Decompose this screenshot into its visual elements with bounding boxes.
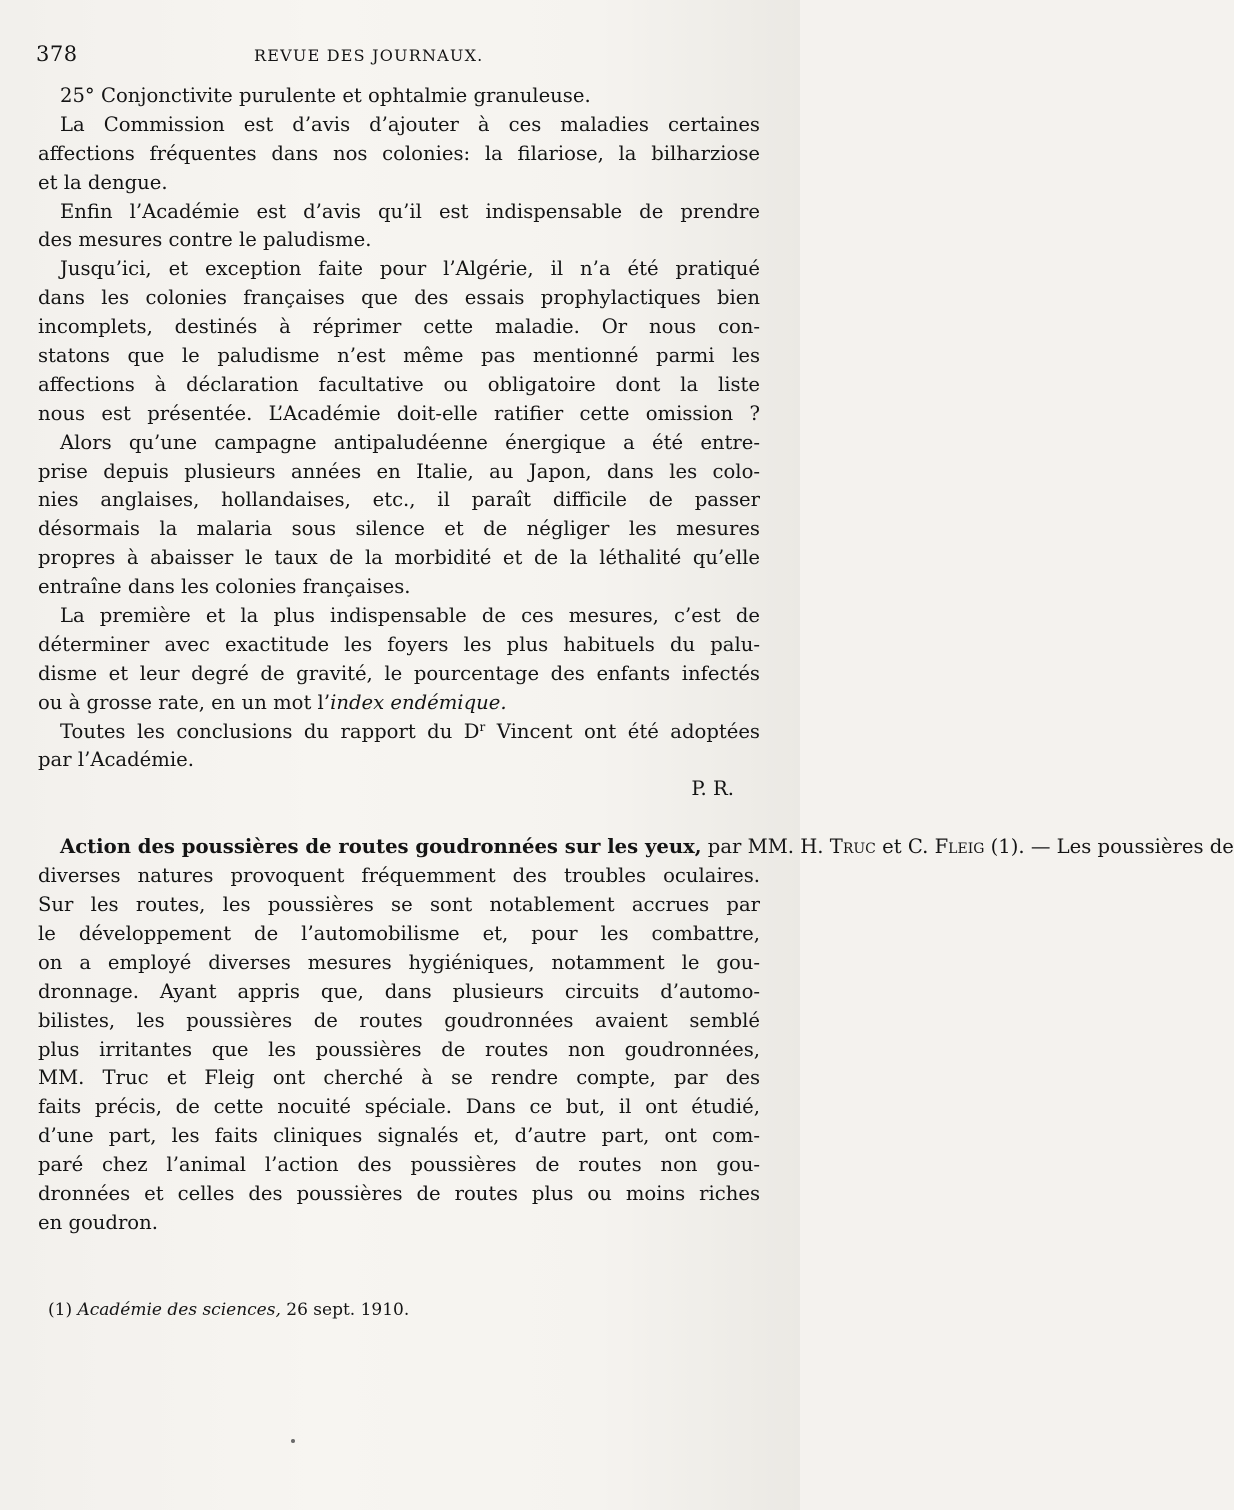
text-line: entraîne dans les colonies françaises.	[38, 575, 411, 599]
print-speck	[291, 1439, 295, 1443]
text-line: le développement de l’automobilisme et, pour les combattre,	[38, 921, 760, 945]
text-line: disme et leur degré de gravité, le pourcentage des enfants infectés	[38, 661, 760, 685]
text-line: en goudron.	[38, 1210, 158, 1234]
text-line: nies anglaises, hollandaises, etc., il paraît difficile de passer	[38, 488, 760, 512]
text-line: affections fréquentes dans nos colonies: la filariose, la bilharziose	[38, 141, 760, 165]
author-name: H. Truc	[800, 835, 876, 859]
text-line: dronnées et celles des poussières de routes plus ou moins riches	[38, 1181, 760, 1205]
text-line: d’une part, les faits cliniques signalés et, d’autre part, ont com-	[38, 1124, 760, 1148]
page-number: 378	[36, 42, 78, 66]
text-line: Enfin l’Académie est d’avis qu’il est indispensable de prendre	[60, 199, 760, 223]
text-segment: par MM.	[701, 835, 801, 859]
text-segment: ou à grosse rate, en un mot l’	[38, 690, 331, 714]
text-line: on a employé diverses mesures hygiéniques, notamment le gou-	[38, 950, 760, 974]
text-line: déterminer avec exactitude les foyers les plus habituels du palu-	[38, 632, 760, 656]
footnote-source: Académie des sciences,	[77, 1300, 281, 1320]
text-line: dronnage. Ayant appris que, dans plusieurs circuits d’automo-	[38, 979, 760, 1003]
text-segment: Vincent ont été adoptées	[485, 719, 760, 743]
text-line: propres à abaisser le taux de la morbidité et de la léthalité qu’elle	[38, 546, 760, 570]
text-line: des mesures contre le paludisme.	[38, 228, 372, 252]
text-line: 25° Conjonctivite purulente et ophtalmie granuleuse.	[60, 84, 591, 107]
text-line: La Commission est d’avis d’ajouter à ces maladies certaines	[60, 112, 760, 136]
text-line: paré chez l’animal l’action des poussières de routes non gou-	[38, 1153, 760, 1177]
text-line: Sur les routes, les poussières se sont notablement accrues par	[38, 893, 760, 917]
index-endemique-term: index endémique.	[330, 690, 507, 714]
text-segment: et	[875, 835, 908, 859]
text-line	[38, 689, 760, 718]
signature: P. R.	[691, 777, 734, 801]
text-line: incomplets, destinés à réprimer cette maladie. Or nous con-	[38, 315, 760, 339]
footnote-date: 26 sept. 1910.	[280, 1300, 410, 1320]
article-body	[38, 82, 1234, 1238]
article-title-line	[38, 833, 1234, 862]
text-line: et la dengue.	[38, 170, 168, 194]
footnote-marker: (1)	[48, 1300, 78, 1320]
text-line: prise depuis plusieurs années en Italie, au Japon, dans les colo-	[38, 459, 760, 483]
text-line: désormais la malaria sous silence et de négliger les mesures	[38, 517, 760, 541]
text-line: diverses natures provoquent fréquemment des troubles oculaires.	[38, 864, 760, 888]
footnote-reference: (1). — Les poussières de	[984, 835, 1234, 859]
text-line: Jusqu’ici, et exception faite pour l’Algérie, il n’a été pratiqué	[60, 257, 760, 281]
text-line: faits précis, de cette nocuité spéciale. Dans ce but, il ont étudié,	[38, 1095, 760, 1119]
footnote	[48, 1300, 409, 1320]
section-gap	[38, 804, 760, 833]
author-name: C. Fleig	[907, 835, 985, 859]
running-title: REVUE DES JOURNAUX.	[254, 46, 484, 65]
page-header	[36, 42, 764, 72]
article-title: Action des poussières de routes goudronnées sur les yeux,	[60, 835, 702, 859]
text-line: plus irritantes que les poussières de routes non goudronnées,	[38, 1037, 760, 1061]
text-segment: Toutes les conclusions du rapport du D	[60, 719, 480, 743]
text-line: affections à déclaration facultative ou obligatoire dont la liste	[38, 372, 760, 396]
text-line: bilistes, les poussières de routes goudronnées avaient semblé	[38, 1008, 760, 1032]
text-line: MM. Truc et Fleig ont cherché à se rendre compte, par des	[38, 1066, 760, 1090]
text-line	[38, 718, 760, 747]
text-line: dans les colonies françaises que des essais prophylactiques bien	[38, 286, 760, 310]
text-line: par l’Académie.	[38, 748, 194, 772]
text-line: nous est présentée. L’Académie doit-elle ratifier cette omission ?	[38, 401, 760, 425]
text-line: Alors qu’une campagne antipaludéenne énergique a été entre-	[60, 430, 760, 454]
doctor-superscript: r	[479, 719, 486, 734]
text-line: statons que le paludisme n’est même pas mentionné parmi les	[38, 344, 760, 368]
text-line: La première et la plus indispensable de ces mesures, c’est de	[60, 604, 760, 628]
